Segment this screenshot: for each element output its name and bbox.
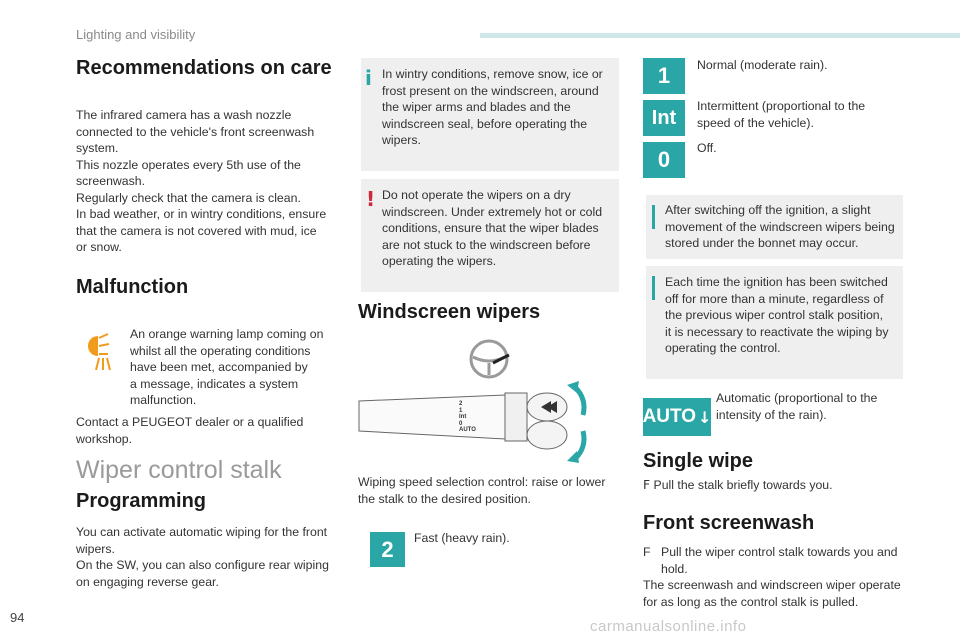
stalk-mark-1: 1 [459, 407, 463, 414]
care-heading: Recommendations on care [76, 57, 332, 79]
note-dry [361, 179, 619, 292]
programming-body: You can activate automatic wiping for the front wipers. On the SW, you can also configure rear wiping on engaging reverse gear. [76, 525, 329, 589]
mode-intermittent-text: Intermittent (proportional to the speed of the vehicle). [697, 99, 866, 130]
info-bar-icon [652, 276, 655, 300]
note-minute-text: Each time the ignition has been switched off for more than a minute, regardless of the previous wiper control stalk position, it is necessary to reactivate the wiping by operating the control. [665, 275, 889, 355]
info-icon: i [365, 66, 372, 90]
mode-auto-text: Automatic (proportional to the intensity of the rain). [716, 391, 878, 422]
badge-off: 0 [643, 142, 685, 178]
info-bar-icon [652, 205, 655, 229]
wiping-speed-text: Wiping speed selection control: raise or lower the stalk to the desired position. [358, 475, 606, 506]
page-number: 94 [10, 610, 25, 625]
stalk-heading: Wiper control stalk [76, 456, 282, 484]
mode-off-text: Off. [697, 141, 717, 155]
programming-heading: Programming [76, 490, 207, 512]
note-ignition-off [646, 195, 903, 259]
section-title: Lighting and visibility [76, 27, 196, 42]
note-wintry-text: In wintry conditions, remove snow, ice or frost present on the windscreen, around the wiper arms and blades and the windscreen seal, before operating the wipers. [382, 67, 603, 147]
note-wintry [361, 58, 619, 171]
wiper-stalk-illustration [355, 335, 595, 467]
stalk-mark-int: Int [459, 414, 467, 420]
note-ignition-off-text: After switching off the ignition, a slight movement of the windscreen wipers being stored under the bonnet may occur. [665, 203, 895, 250]
mode-fast-text: Fast (heavy rain). [414, 531, 510, 545]
stalk-mark-auto: AUTO [459, 427, 476, 433]
step-bullet: F [643, 478, 651, 492]
badge-auto-label: AUTO [642, 406, 697, 427]
camera-warning-lamp-icon [82, 332, 122, 372]
site-watermark: carmanualsonline.info [590, 618, 747, 635]
screenwash-step-text: Pull the wiper control stalk towards you and hold. [661, 545, 898, 576]
malfunction-contact: Contact a PEUGEOT dealer or a qualified workshop. [76, 415, 304, 446]
malfunction-lamp-text: An orange warning lamp coming on whilst all the operating conditions have been met, accompanied by a message, indicates a system malfunction. [130, 327, 324, 407]
single-wipe-step [643, 477, 903, 494]
note-minute [646, 266, 903, 379]
badge-auto [643, 398, 711, 436]
header-rule [480, 33, 960, 38]
badge-normal: 1 [643, 58, 685, 94]
care-body: The infrared camera has a wash nozzle connected to the vehicle's front screenwash system. This nozzle operates every 5th use of the screenwash. Regularly check that the camera is clean. In bad weather, or in wintry conditions, ensure that the camera is not covered with mud, ice or snow. [76, 108, 327, 254]
arrow-down-icon: ↓ [698, 407, 712, 427]
wipers-heading: Windscreen wipers [358, 301, 541, 323]
step-bullet: F [643, 545, 651, 559]
malfunction-heading: Malfunction [76, 276, 189, 298]
screenwash-after: The screenwash and windscreen wiper operate for as long as the control stalk is pulled. [643, 578, 901, 609]
stalk-mark-2: 2 [459, 401, 463, 407]
badge-fast: 2 [370, 532, 405, 567]
single-wipe-text: Pull the stalk briefly towards you. [653, 478, 833, 492]
stalk-mark-0: 0 [459, 420, 463, 427]
badge-intermittent: Int [643, 100, 685, 136]
single-wipe-heading: Single wipe [643, 450, 754, 472]
warning-icon: ! [366, 187, 376, 211]
screenwash-heading: Front screenwash [643, 512, 815, 534]
mode-normal-text: Normal (moderate rain). [697, 58, 828, 72]
note-dry-text: Do not operate the wipers on a dry windscreen. Under extremely hot or cold conditions, ensure that the wiper blades are not stuck to the windscreen before operating the wipers. [382, 188, 603, 268]
